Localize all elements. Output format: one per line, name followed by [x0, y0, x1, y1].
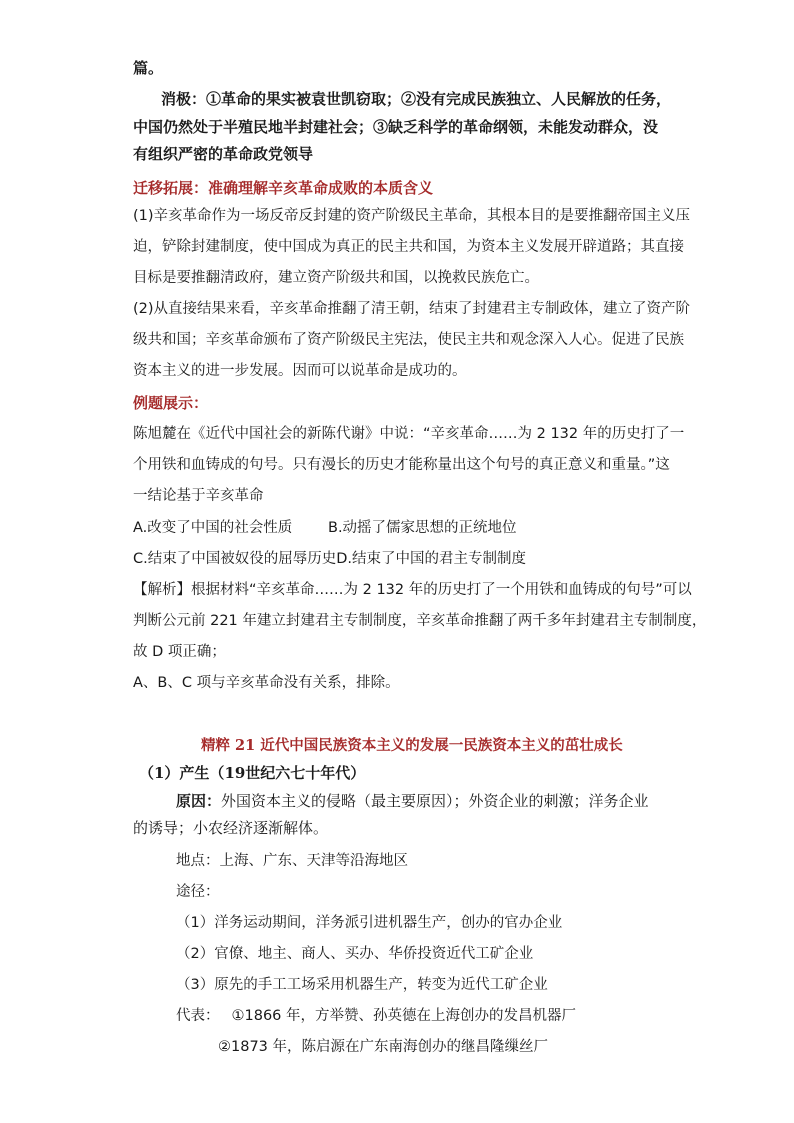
- extension-p2-line-3: 资本主义的进一步发展。因而可以说革命是成功的。: [133, 363, 467, 379]
- option-b: B.动摇了儒家思想的正统地位: [328, 520, 517, 536]
- representative-label: 代表：: [176, 1008, 220, 1024]
- path-item-2: （2）官僚、地主、商人、买办、华侨投资近代工矿企业: [176, 946, 534, 962]
- extension-p1-line-1: (1)辛亥革命作为一场反帝反封建的资产阶级民主革命，其根本目的是要推翻帝国主义压: [133, 208, 691, 224]
- negative-label: 消极：: [161, 90, 207, 108]
- reason-label: 原因：: [176, 792, 222, 810]
- option-c-d: C.结束了中国被奴役的屈辱历史D.结束了中国的君主专制制度: [133, 551, 527, 567]
- reason-line-1: [176, 791, 649, 811]
- extension-heading: 迁移拓展：准确理解辛亥革命成败的本质含义: [133, 179, 434, 197]
- negative-line-3: 有组织严密的革命政党领导: [133, 145, 314, 163]
- place-line: 地点：上海、广东、天津等沿海地区: [176, 853, 408, 869]
- extension-p2-line-1: (2)从直接结果来看，辛亥革命推翻了清王朝，结束了封建君主专制政体，建立了资产阶: [133, 301, 691, 317]
- path-item-3: （3）原先的手工工场采用机器生产，转变为近代工矿企业: [176, 977, 548, 993]
- analysis-line-3: 故 D 项正确；: [133, 644, 226, 660]
- path-item-1: （1）洋务运动期间，洋务派引进机器生产，创办的官办企业: [176, 915, 563, 931]
- analysis-line-1: 【解析】根据材料“辛亥革命……为 2 132 年的历史打了一个用铁和血铸成的句号”可以: [133, 582, 692, 598]
- question-line-3: 一结论基于辛亥革命: [133, 488, 264, 504]
- representative-1: ①1866 年，方举赞、孙英德在上海创办的发昌机器厂: [231, 1008, 577, 1024]
- analysis-line-4: A、B、C 项与辛亥革命没有关系，排除。: [133, 675, 400, 691]
- negative-line-1: [161, 89, 671, 109]
- option-a: A.改变了中国的社会性质: [133, 520, 293, 536]
- section-21-title: 精粹 21 近代中国民族资本主义的发展一民族资本主义的茁壮成长: [201, 737, 623, 754]
- reason-line-2: 的诱导；小农经济逐渐解体。: [133, 819, 329, 837]
- example-heading: 例题展示：: [133, 394, 209, 412]
- analysis-line-2: 判断公元前 221 年建立封建君主专制制度，辛亥革命推翻了两千多年封建君主专制制度，: [133, 613, 707, 629]
- representative-line-1: [176, 1006, 576, 1026]
- reason-text-1: 外国资本主义的侵略（最主要原因）；外资企业的刺激；洋务企业: [221, 792, 649, 810]
- section-21-subheading: （1）产生（19世纪六七十年代）: [139, 764, 366, 782]
- path-label: 途径：: [176, 884, 220, 900]
- question-line-2: 个用铁和血铸成的句号。只有漫长的历史才能称量出这个句号的真正意义和重量。”这: [133, 457, 670, 473]
- question-line-1: 陈旭麓在《近代中国社会的新陈代谢》中说：“辛亥革命……为 2 132 年的历史打了一: [133, 426, 685, 442]
- top-fragment: 篇。: [133, 59, 164, 77]
- extension-p1-line-2: 迫，铲除封建制度，使中国成为真正的民主共和国，为资本主义发展开辟道路；其直接: [133, 239, 684, 255]
- negative-text-1: ①革命的果实被袁世凯窃取；②没有完成民族独立、人民解放的任务，: [206, 90, 672, 108]
- negative-line-2: 中国仍然处于半殖民地半封建社会；③缺乏科学的革命纲领，未能发动群众，没: [133, 118, 659, 136]
- extension-p2-line-2: 级共和国；辛亥革命颁布了资产阶级民主宪法，使民主共和观念深入人心。促进了民族: [133, 332, 684, 348]
- representative-2: ②1873 年，陈启源在广东南海创办的继昌隆缫丝厂: [218, 1039, 549, 1055]
- extension-p1-line-3: 目标是要推翻清政府，建立资产阶级共和国，以挽救民族危亡。: [133, 270, 539, 286]
